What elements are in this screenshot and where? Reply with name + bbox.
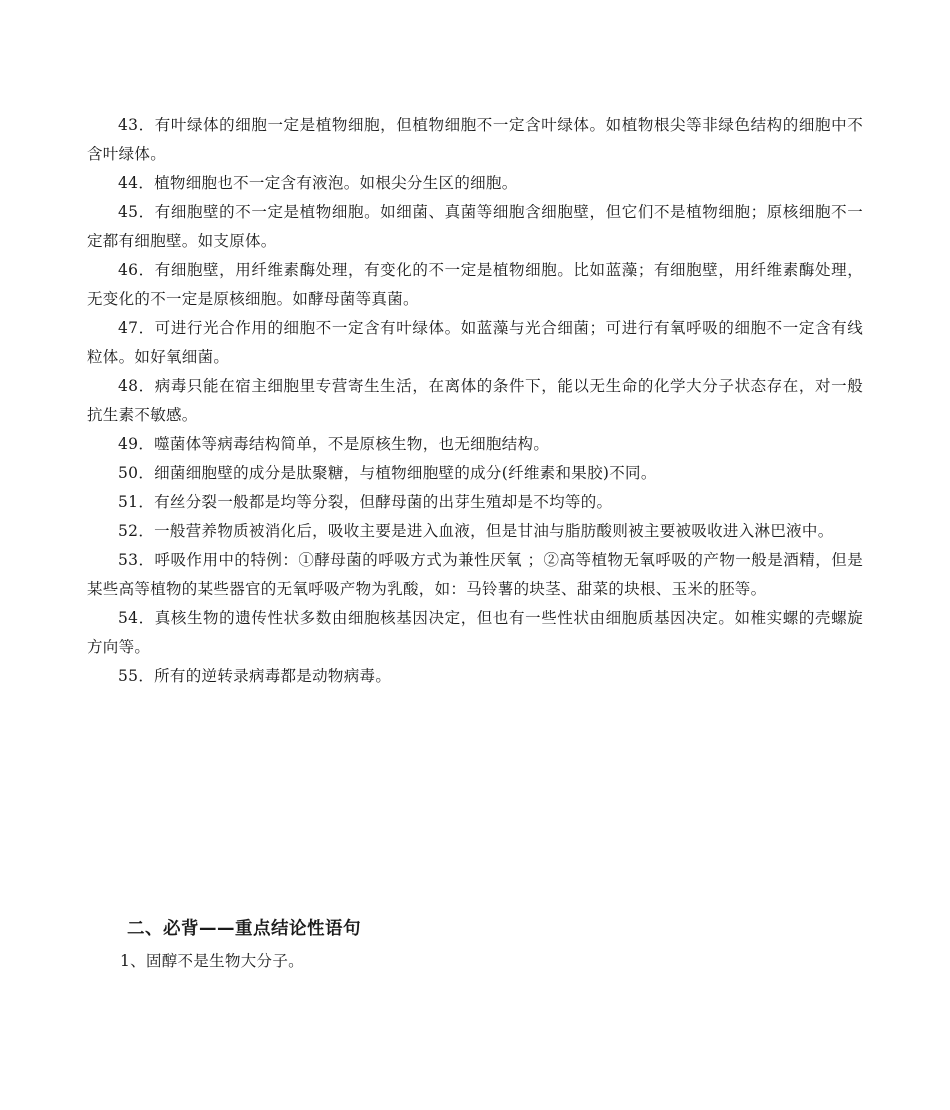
knowledge-point-53: 53．呼吸作用中的特例：①酵母菌的呼吸方式为兼性厌氧 ；②高等植物无氧呼吸的产物一般是酒精，但是某些高等植物的某些器官的无氧呼吸产物为乳酸，如：马铃薯的块茎、甜菜的块根、玉米的胚等。 [87,551,863,598]
knowledge-point-47: 47．可进行光合作用的细胞不一定含有叶绿体。如蓝藻与光合细菌；可进行有氧呼吸的细胞不一定含有线粒体。如好氧细菌。 [87,319,863,366]
knowledge-point-46: 46．有细胞壁，用纤维素酶处理，有变化的不一定是植物细胞。比如蓝藻；有细胞壁，用纤维素酶处理，无变化的不一定是原核细胞。如酵母菌等真菌。 [87,261,863,308]
knowledge-point-44: 44．植物细胞也不一定含有液泡。如根尖分生区的细胞。 [118,174,518,192]
knowledge-point-45: 45．有细胞壁的不一定是植物细胞。如细菌、真菌等细胞含细胞壁，但它们不是植物细胞；原核细胞不一定都有细胞壁。如支原体。 [87,203,863,250]
knowledge-point-list [87,111,863,691]
section-item-1: 1、固醇不是生物大分子。 [120,952,304,970]
knowledge-point-43: 43．有叶绿体的细胞一定是植物细胞，但植物细胞不一定含叶绿体。如植物根尖等非绿色结构的细胞中不含叶绿体。 [87,116,863,163]
knowledge-point-54: 54．真核生物的遗传性状多数由细胞核基因决定，但也有一些性状由细胞质基因决定。如椎实螺的壳螺旋方向等。 [87,609,863,656]
knowledge-point-49: 49．噬菌体等病毒结构简单，不是原核生物，也无细胞结构。 [118,435,550,453]
knowledge-point-51: 51．有丝分裂一般都是均等分裂，但酵母菌的出芽生殖却是不均等的。 [118,493,613,511]
section-heading: 二、必背——重点结论性语句 [127,919,361,939]
knowledge-point-55: 55．所有的逆转录病毒都是动物病毒。 [118,667,392,685]
knowledge-point-50: 50．细菌细胞壁的成分是肽聚糖，与植物细胞壁的成分(纤维素和果胶)不同。 [118,464,657,482]
knowledge-point-52: 52．一般营养物质被消化后，吸收主要是进入血液，但是甘油与脂肪酸则被主要被吸收进入淋巴液中。 [118,522,834,540]
knowledge-point-48: 48．病毒只能在宿主细胞里专营寄生生活，在离体的条件下，能以无生命的化学大分子状态存在，对一般抗生素不敏感。 [87,377,863,424]
